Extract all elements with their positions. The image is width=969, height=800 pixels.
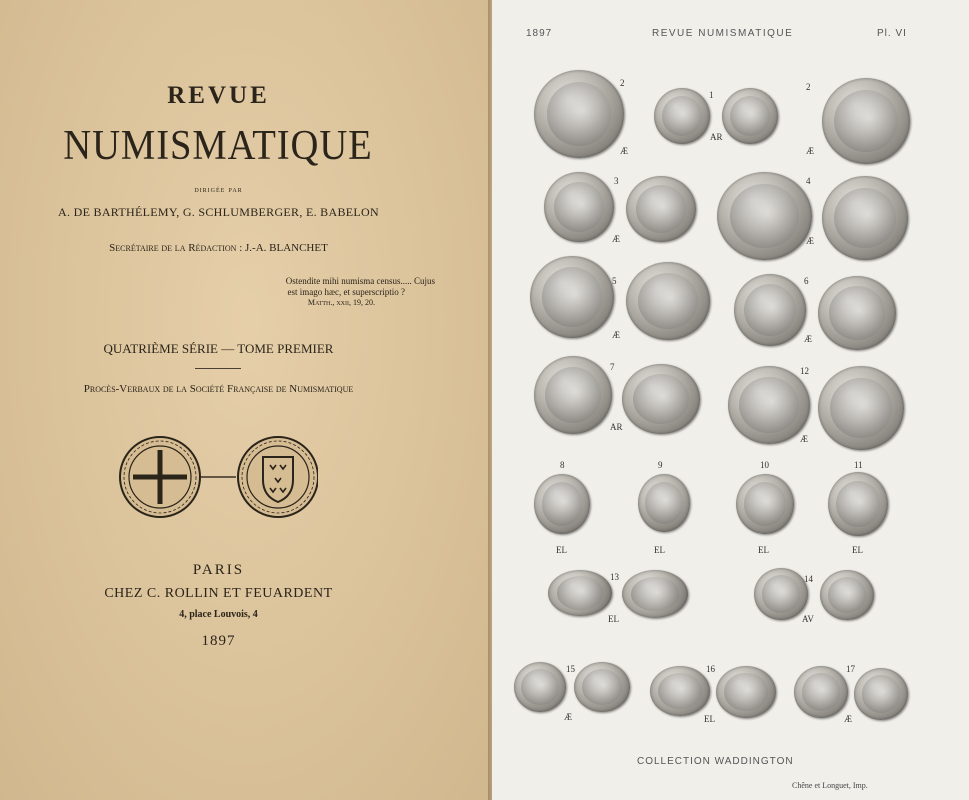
coin-number: 8: [560, 460, 565, 470]
coin-image: [626, 176, 696, 242]
coin-image: [717, 172, 815, 260]
coin-image: [650, 666, 710, 716]
royal-coin-emblem: [118, 432, 318, 522]
coin-number: 10: [760, 460, 769, 470]
coin-metal: AR: [710, 132, 723, 142]
coin-metal: Æ: [844, 714, 853, 724]
title-numismatique: NUMISMATIQUE: [63, 123, 373, 169]
epigraph-source: Matth., xxii, 19, 20.: [307, 298, 375, 307]
coin-number: 5: [612, 276, 617, 286]
coin-plate-page: [492, 0, 969, 800]
epigraph-line-2: est imago hæc, et superscriptio ?: [287, 287, 405, 297]
coin-metal: AR: [610, 422, 623, 432]
plate-journal: REVUE NUMISMATIQUE: [652, 28, 794, 39]
coin-metal: AV: [802, 614, 814, 624]
coin-image: [828, 472, 888, 536]
coin-image: [654, 88, 710, 144]
coin-metal: Æ: [800, 434, 809, 444]
coin-image: [736, 474, 794, 534]
coin-image: [534, 356, 612, 434]
coin-metal: EL: [852, 545, 863, 555]
secretary-line: Secrétaire de la Rédaction : J.-A. BLANCHET: [109, 242, 328, 254]
coin-image: [754, 568, 808, 620]
plate-caption: COLLECTION WADDINGTON: [637, 756, 794, 767]
coin-image: [822, 176, 908, 260]
series-line: QUATRIÈME SÉRIE — TOME PREMIER: [103, 341, 334, 356]
coin-image: [818, 366, 904, 450]
coin-metal: Æ: [804, 334, 813, 344]
coin-metal: EL: [556, 545, 567, 555]
coin-metal: Æ: [612, 234, 621, 244]
coin-metal: Æ: [564, 712, 573, 722]
coin-image: [622, 570, 688, 618]
coin-metal: Æ: [612, 330, 621, 340]
coin-metal: Æ: [806, 236, 815, 246]
coin-number: 3: [614, 176, 619, 186]
coin-metal: EL: [758, 545, 769, 555]
coin-image: [728, 366, 810, 444]
coin-image: [820, 570, 874, 620]
coin-image: [638, 474, 690, 532]
coin-number: 11: [854, 460, 863, 470]
coin-metal: EL: [608, 614, 619, 624]
coin-number: 13: [610, 572, 619, 582]
imprint-publisher: CHEZ C. ROLLIN ET FEUARDENT: [104, 586, 333, 601]
coin-image: [734, 274, 806, 346]
plate-number: Pl. VI: [877, 28, 907, 39]
coin-image: [854, 668, 908, 720]
coin-image: [534, 70, 624, 158]
coin-number: 14: [804, 574, 813, 584]
coin-metal: Æ: [806, 146, 815, 156]
coin-number: 16: [706, 664, 715, 674]
coin-image: [822, 78, 910, 164]
coin-number: 2: [620, 78, 625, 88]
coin-number: 6: [804, 276, 809, 286]
epigraph-line-1: Ostendite mihi numisma census..... Cujus: [285, 276, 435, 286]
title-revue: REVUE: [167, 82, 270, 109]
coin-image: [544, 172, 614, 242]
coin-image: [794, 666, 848, 718]
coin-image: [622, 364, 700, 434]
plate-year: 1897: [526, 28, 553, 39]
imprint-city: PARIS: [192, 562, 245, 578]
coin-image: [574, 662, 630, 712]
coin-number: 17: [846, 664, 855, 674]
proceedings-line: Procès-Verbaux de la Société Française de Numismatique: [83, 383, 354, 395]
coin-number: 2: [806, 82, 811, 92]
coin-image: [530, 256, 614, 338]
series-rule: [195, 368, 241, 369]
coin-number: 7: [610, 362, 615, 372]
coin-metal: EL: [704, 714, 715, 724]
coin-metal: EL: [654, 545, 665, 555]
coin-image: [626, 262, 710, 340]
printer-credit: Chêne et Longuet, Imp.: [792, 781, 868, 790]
coin-image: [722, 88, 778, 144]
imprint-address: 4, place Louvois, 4: [179, 609, 258, 620]
editors-line: A. DE BARTHÉLEMY, G. SCHLUMBERGER, E. BABELON: [58, 205, 379, 219]
coin-number: 15: [566, 664, 575, 674]
coin-image: [534, 474, 590, 534]
imprint-year: 1897: [201, 633, 236, 649]
coin-metal: Æ: [620, 146, 629, 156]
coin-number: 1: [709, 90, 714, 100]
coin-image: [548, 570, 612, 616]
directed-by-label: dirigée par: [194, 184, 243, 194]
coin-image: [818, 276, 896, 350]
coin-number: 12: [800, 366, 809, 376]
coin-image: [514, 662, 566, 712]
coin-image: [716, 666, 776, 718]
coin-number: 4: [806, 176, 811, 186]
coin-number: 9: [658, 460, 663, 470]
